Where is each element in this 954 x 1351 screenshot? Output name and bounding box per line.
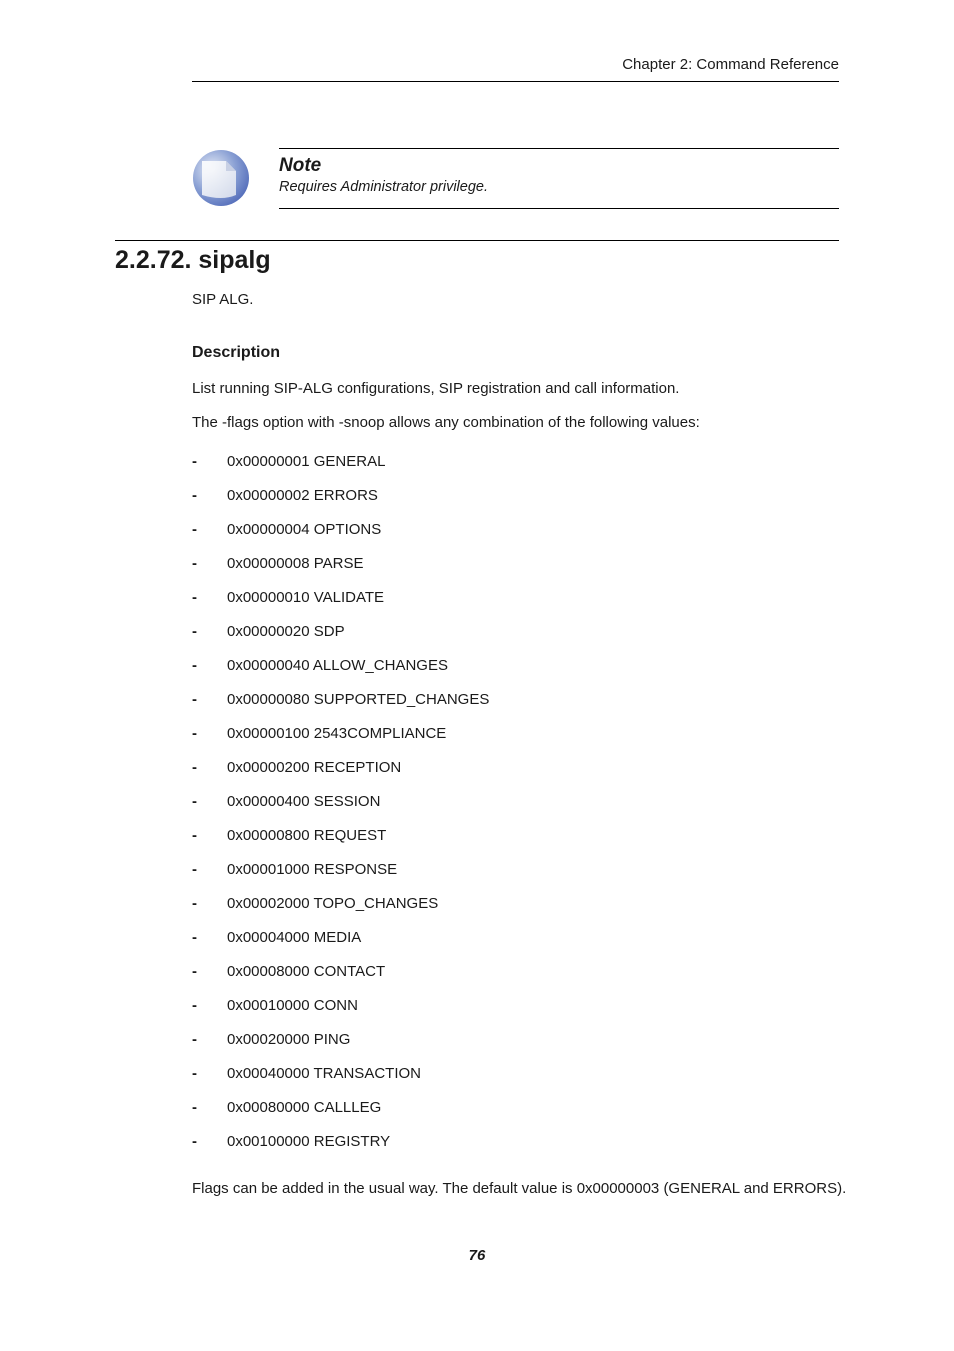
note-box — [279, 148, 839, 209]
flag-value: 0x00080000 CALLLEG — [227, 1099, 382, 1116]
bullet-dash: - — [192, 555, 197, 572]
bullet-dash: - — [192, 725, 197, 742]
flag-value: 0x00008000 CONTACT — [227, 963, 386, 980]
flag-value: 0x00020000 PING — [227, 1031, 351, 1048]
bullet-dash: - — [192, 1133, 197, 1150]
flag-value: 0x00000800 REQUEST — [227, 827, 387, 844]
bullet-dash: - — [192, 691, 197, 708]
flag-value: 0x00000200 RECEPTION — [227, 759, 402, 776]
bullet-dash: - — [192, 997, 197, 1014]
flag-value: 0x00010000 CONN — [227, 997, 358, 1014]
flag-value: 0x00000001 GENERAL — [227, 453, 386, 470]
flag-value: 0x00000004 OPTIONS — [227, 521, 382, 538]
bullet-dash: - — [192, 589, 197, 606]
description-paragraph-2: The -flags option with -snoop allows any combination of the following values: — [192, 414, 700, 431]
bullet-dash: - — [192, 657, 197, 674]
flag-value: 0x00000010 VALIDATE — [227, 589, 385, 606]
flag-value: 0x00000002 ERRORS — [227, 487, 378, 504]
flag-value: 0x00040000 TRANSACTION — [227, 1065, 421, 1082]
bullet-dash: - — [192, 895, 197, 912]
flag-value: 0x00000400 SESSION — [227, 793, 381, 810]
description-heading: Description — [192, 344, 281, 361]
flag-value: 0x00000080 SUPPORTED_CHANGES — [227, 691, 490, 708]
bullet-dash: - — [192, 963, 197, 980]
bullet-dash: - — [192, 929, 197, 946]
note-text: Requires Administrator privilege. — [279, 179, 488, 195]
page-number: 76 — [468, 1247, 486, 1264]
bullet-dash: - — [192, 623, 197, 640]
flag-value: 0x00000040 ALLOW_CHANGES — [227, 657, 448, 674]
section-summary: SIP ALG. — [192, 291, 254, 308]
bullet-dash: - — [192, 521, 197, 538]
running-header — [192, 55, 839, 82]
bullet-dash: - — [192, 453, 197, 470]
bullet-dash: - — [192, 827, 197, 844]
description-paragraph-1: List running SIP-ALG configurations, SIP registration and call information. — [192, 380, 680, 397]
bullet-dash: - — [192, 487, 197, 504]
bullet-dash: - — [192, 793, 197, 810]
flag-value: 0x00004000 MEDIA — [227, 929, 362, 946]
chapter-title: Chapter 2: Command Reference — [622, 56, 839, 73]
bullet-dash: - — [192, 759, 197, 776]
flag-value: 0x00000100 2543COMPLIANCE — [227, 725, 447, 742]
note-page-icon — [192, 149, 250, 207]
flag-value: 0x00100000 REGISTRY — [227, 1133, 391, 1150]
flag-value: 0x00002000 TOPO_CHANGES — [227, 895, 439, 912]
bullet-dash: - — [192, 1031, 197, 1048]
note-title: Note — [279, 155, 322, 176]
bullet-dash: - — [192, 1065, 197, 1082]
section-title: 2.2.72. sipalg — [115, 246, 271, 274]
bullet-dash: - — [192, 861, 197, 878]
flag-value: 0x00000008 PARSE — [227, 555, 364, 572]
closing-paragraph: Flags can be added in the usual way. The default value is 0x00000003 (GENERAL and ERRORS). — [192, 1180, 847, 1197]
bullet-dash: - — [192, 1099, 197, 1116]
flag-value: 0x00000020 SDP — [227, 623, 345, 640]
flag-value: 0x00001000 RESPONSE — [227, 861, 398, 878]
section-divider — [115, 240, 839, 241]
